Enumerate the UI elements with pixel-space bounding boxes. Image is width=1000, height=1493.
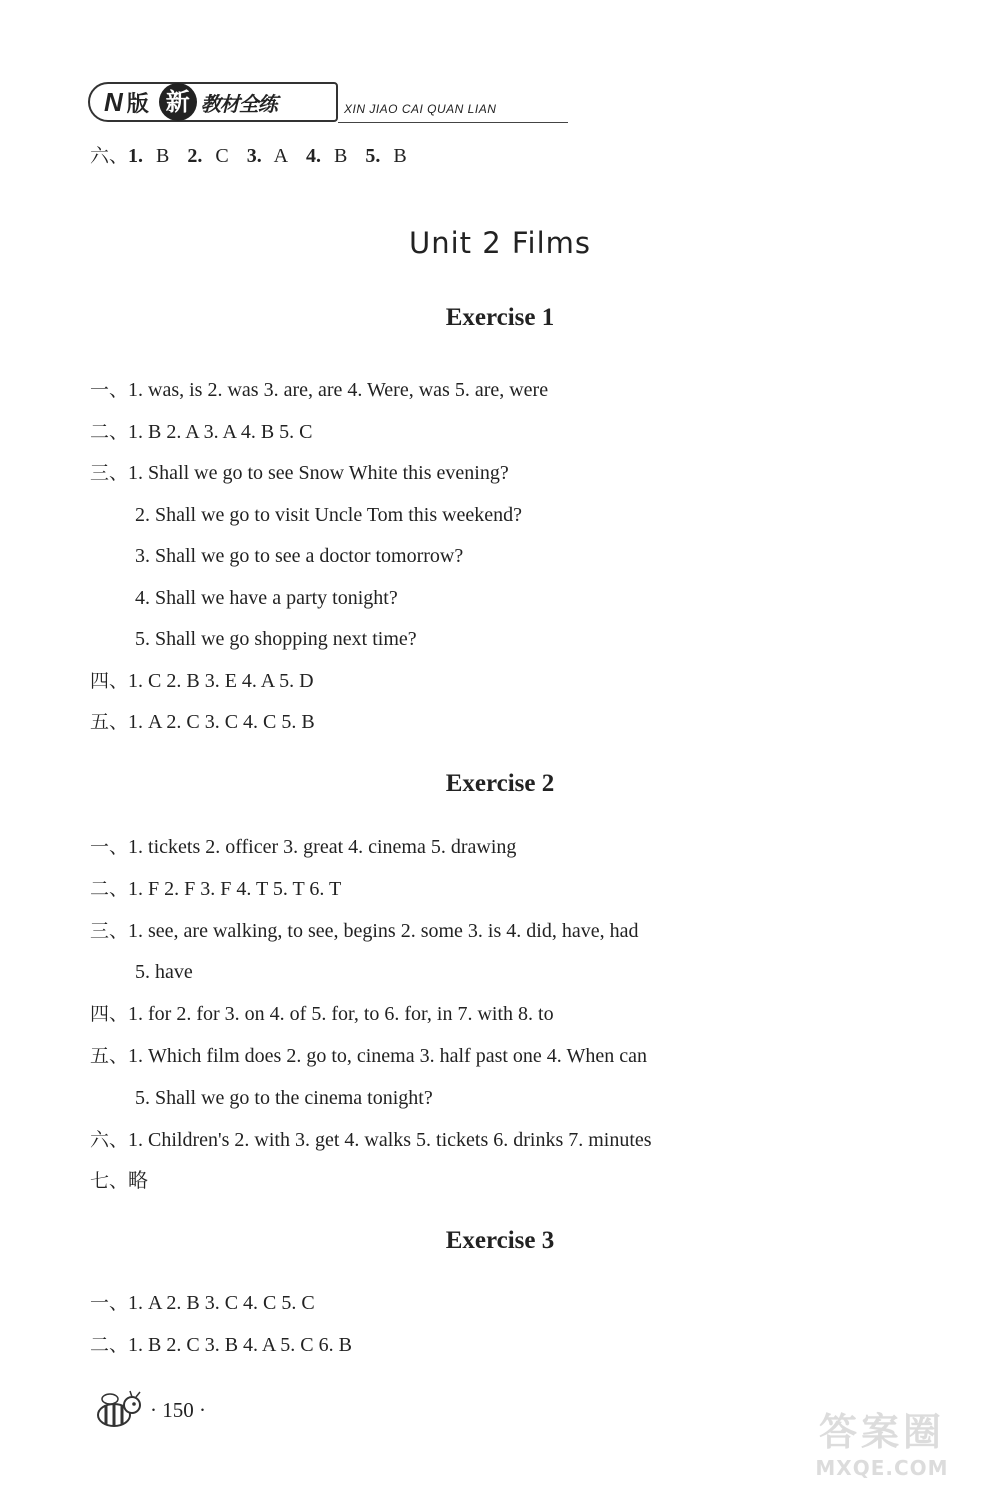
answer-text: 3. Shall we go to see a doctor tomorrow? [135, 545, 464, 567]
answer-line [90, 376, 548, 404]
answer-line [90, 1289, 315, 1317]
watermark-cn: 答案圈 [818, 1410, 945, 1454]
answer-line [135, 542, 463, 570]
answer-text: 略 [128, 1170, 149, 1193]
answer-line [90, 833, 516, 861]
logo-xin-badge: 新 [159, 83, 197, 121]
page-number: · 150 · [150, 1397, 206, 1422]
answer-text: 1. was, is 2. was 3. are, are 4. Were, was 5. are, were [128, 379, 549, 401]
section-number: 七、 [90, 1170, 129, 1193]
answer-line [90, 875, 341, 903]
answer-text: 1. A 2. B 3. C 4. C 5. C [128, 1292, 315, 1314]
logo-subtitle: 教材全练 [200, 91, 277, 116]
answer-text: 1. C 2. B 3. E 4. A 5. D [128, 669, 314, 692]
answer-line [135, 1084, 433, 1112]
section-number: 一、 [90, 836, 129, 858]
section-number: 五、 [90, 711, 129, 733]
answer-line [135, 958, 193, 986]
header-pinyin: XIN JIAO CAI QUAN LIAN [344, 102, 497, 116]
exercise-title: Exercise 3 [445, 1227, 555, 1254]
answer-line [90, 142, 407, 170]
answer-line [90, 917, 638, 945]
answer-text: 1. B 2. A 3. A 4. B 5. C [128, 420, 313, 443]
section-number: 六、 [90, 1128, 129, 1151]
unit-title: Unit 2 Films [409, 226, 591, 260]
page-footer [88, 1390, 206, 1430]
answer-text: 4. Shall we have a party tonight? [135, 586, 398, 609]
section-number: 一、 [90, 1292, 129, 1314]
answer-line [90, 418, 313, 446]
bee-mascot-icon [88, 1389, 144, 1431]
section-number: 三、 [90, 919, 129, 942]
section-number: 三、 [90, 462, 129, 484]
answer-line [90, 1042, 647, 1070]
answer-line [135, 501, 522, 529]
answer-text: 5. Shall we go shopping next time? [135, 628, 417, 650]
answer-line [90, 708, 315, 736]
page-header [88, 78, 568, 128]
series-logo [88, 82, 338, 122]
watermark-en: MXQE.COM [815, 1456, 949, 1480]
answer-text: 5. Shall we go to the cinema tonight? [135, 1086, 433, 1109]
answer-text: 1. see, are walking, to see, begins 2. some 3. is 4. did, have, had [128, 919, 639, 942]
exercise-title: Exercise 1 [445, 304, 555, 331]
answer-line [90, 1331, 352, 1359]
answer-text: 1. Shall we go to see Snow White this evening? [128, 462, 509, 484]
answer-text: 1. tickets 2. officer 3. great 4. cinema 5. drawing [128, 836, 517, 858]
answer-line [90, 1167, 148, 1195]
exercise-title: Exercise 2 [445, 770, 555, 797]
header-rule [338, 122, 568, 123]
section-number: 二、 [90, 1333, 129, 1356]
logo-edition: 版 [126, 91, 149, 117]
answer-line [90, 1000, 554, 1028]
answer-text: 1. B 2. C 3. B 4. A 5. C 6. B [128, 1333, 352, 1356]
answer-line [90, 1126, 652, 1154]
section-number: 四、 [90, 1003, 129, 1026]
logo-n: N [104, 86, 123, 117]
answer-line [90, 667, 314, 695]
answer-line [135, 625, 417, 653]
section-number: 一、 [90, 379, 129, 401]
answer-line [135, 584, 398, 612]
answer-text: 1. Which film does 2. go to, cinema 3. half past one 4. When can [128, 1045, 647, 1067]
section-number: 二、 [90, 877, 129, 900]
section-number: 五、 [90, 1045, 129, 1067]
section-number: 六、 [90, 145, 129, 167]
answer-text: 1. for 2. for 3. on 4. of 5. for, to 6. for, in 7. with 8. to [128, 1003, 554, 1026]
answer-text: 5. have [135, 961, 193, 984]
site-watermark [782, 1401, 982, 1481]
answer-line [90, 459, 509, 487]
answer-text: 1. A 2. C 3. C 4. C 5. B [128, 711, 315, 733]
section-number: 四、 [90, 669, 129, 692]
section-number: 二、 [90, 420, 129, 443]
answer-text: 1. F 2. F 3. F 4. T 5. T 6. T [128, 877, 342, 900]
answer-text: 2. Shall we go to visit Uncle Tom this weekend? [135, 503, 523, 526]
answer-text: 1. Children's 2. with 3. get 4. walks 5. tickets 6. drinks 7. minutes [128, 1128, 652, 1151]
answer-text: 1. B 2. C 3. A 4. B 5. B [128, 145, 407, 167]
